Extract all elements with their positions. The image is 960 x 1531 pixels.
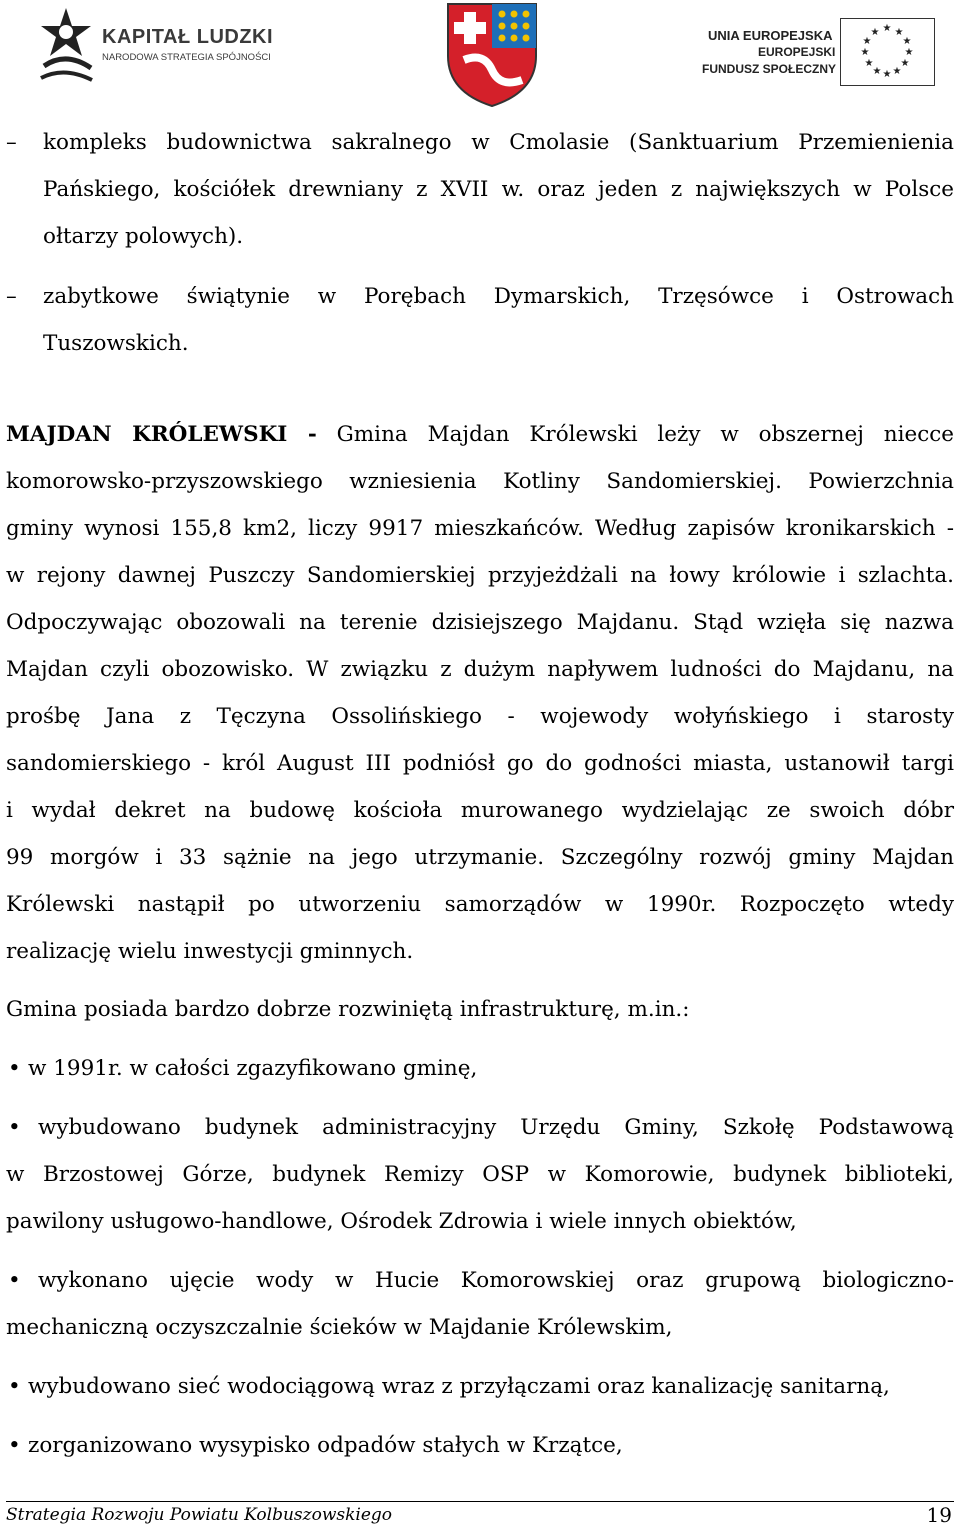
svg-text:★: ★ [872, 66, 882, 77]
majdan-paragraph [6, 411, 954, 975]
svg-text:★: ★ [900, 58, 910, 69]
paragraph-line: Majdan czyli obozowisko. W związku z dużym napływem ludności do Majdanu, na [6, 657, 954, 682]
bullet-marker: • [8, 1115, 21, 1140]
dash-marker: – [6, 130, 17, 155]
bullet-line: w Brzostowej Górze, budynek Remizy OSP w Komorowie, budynek biblioteki, [6, 1162, 954, 1187]
kapital-ludzki-title: KAPITAŁ LUDZKI [102, 26, 274, 48]
svg-text:★: ★ [904, 47, 914, 58]
dash-item-line: kompleks budownictwa sakralnego w Cmolasie (Sanktuarium Przemienienia [43, 130, 954, 155]
paragraph-line: komorowsko-przyszowskiego wzniesienia Kotliny Sandomierskiej. Powierzchnia [6, 469, 954, 494]
coat-of-arms-crest-icon [444, 0, 540, 108]
bullet-line: wybudowano sieć wodociągową wraz z przyłączami oraz kanalizację sanitarną, [28, 1374, 890, 1399]
dash-marker: – [6, 284, 17, 309]
bullet-marker: • [8, 1374, 21, 1399]
infrastructure-intro: Gmina posiada bardzo dobrze rozwiniętą infrastrukturę, m.in.: [6, 997, 690, 1022]
paragraph-line: Królewski nastąpił po utworzeniu samorządów w 1990r. Rozpoczęto wtedy [6, 892, 954, 917]
dash-item-line: ołtarzy polowych). [43, 224, 244, 249]
svg-text:★: ★ [864, 58, 874, 69]
svg-text:★: ★ [892, 66, 902, 77]
bullet-marker: • [8, 1056, 21, 1081]
svg-text:★: ★ [870, 27, 880, 38]
eu-flag-icon [840, 18, 935, 86]
bullet-marker: • [8, 1433, 21, 1458]
header-logos [0, 0, 960, 112]
ue-line-3: FUNDUSZ SPOŁECZNY [702, 62, 837, 76]
page-number: 19 [926, 1503, 952, 1527]
kapital-ludzki-logo [36, 6, 274, 86]
bullet-line: zorganizowano wysypisko odpadów stałych w Krzątce, [28, 1433, 623, 1458]
paragraph-heading: MAJDAN KRÓLEWSKI - [6, 422, 317, 447]
bullet-line: wybudowano budynek administracyjny Urzędu Gminy, Szkołę Podstawową [38, 1115, 954, 1140]
paragraph-line: i wydał dekret na budowę kościoła murowanego wydzielając ze swoich dóbr [6, 798, 954, 823]
kapital-ludzki-subtitle: NARODOWA STRATEGIA SPÓJNOŚCI [102, 52, 271, 63]
paragraph-line: w rejony dawnej Puszczy Sandomierskiej przyjeżdżali na łowy królowie i szlachta. [6, 563, 954, 588]
dash-item-line: zabytkowe świątynie w Porębach Dymarskich, Trzęsówce i Ostrowach [43, 284, 954, 309]
svg-text:★: ★ [894, 27, 904, 38]
paragraph-line: sandomierskiego - król August III podniósł go do godności miasta, ustanowił targi [6, 751, 954, 776]
paragraph-line: 99 morgów i 33 sążnie na jego utrzymanie. Szczególny rozwój gminy Majdan [6, 845, 954, 870]
bullet-line: wykonano ujęcie wody w Hucie Komorowskiej oraz grupową biologiczno- [38, 1268, 954, 1293]
ue-line-1: UNIA EUROPEJSKA [708, 28, 833, 43]
dash-item-line: Pańskiego, kościółek drewniany z XVII w. oraz jeden z największych w Polsce [43, 177, 954, 202]
svg-text:★: ★ [862, 36, 872, 47]
footer-title: Strategia Rozwoju Powiatu Kolbuszowskiego [6, 1505, 393, 1525]
paragraph-line: MAJDAN KRÓLEWSKI - Gmina Majdan Królewski leży w obszernej niecce [6, 422, 955, 447]
paragraph-line: Odpoczywając obozowali na terenie dzisiejszego Majdanu. Stąd wzięła się nazwa [6, 610, 954, 635]
bullet-line: w 1991r. w całości zgazyfikowano gminę, [28, 1056, 478, 1081]
bullet-line: mechaniczną oczyszczalnie ścieków w Majdanie Królewskim, [6, 1315, 673, 1340]
svg-text:★: ★ [882, 69, 892, 80]
paragraph-line: prośbę Jana z Tęczyna Ossolińskiego - wojewody wołyńskiego i starosty [6, 704, 954, 729]
svg-text:★: ★ [860, 47, 870, 58]
svg-text:★: ★ [902, 36, 912, 47]
svg-text:★: ★ [882, 23, 892, 34]
bullet-line: pawilony usługowo-handlowe, Ośrodek Zdrowia i wiele innych obiektów, [6, 1209, 797, 1234]
bullet-marker: • [8, 1268, 21, 1293]
dash-item-line: Tuszowskich. [43, 331, 189, 356]
footer-divider [6, 1501, 954, 1502]
ue-efs-logo [700, 18, 940, 88]
paragraph-line: gminy wynosi 155,8 km2, liczy 9917 mieszkańców. Według zapisów kronikarskich - [6, 516, 954, 541]
kapital-ludzki-emblem-icon [36, 6, 96, 84]
paragraph-line: realizację wielu inwestycji gminnych. [6, 939, 414, 964]
ue-line-2: EUROPEJSKI [758, 45, 836, 59]
